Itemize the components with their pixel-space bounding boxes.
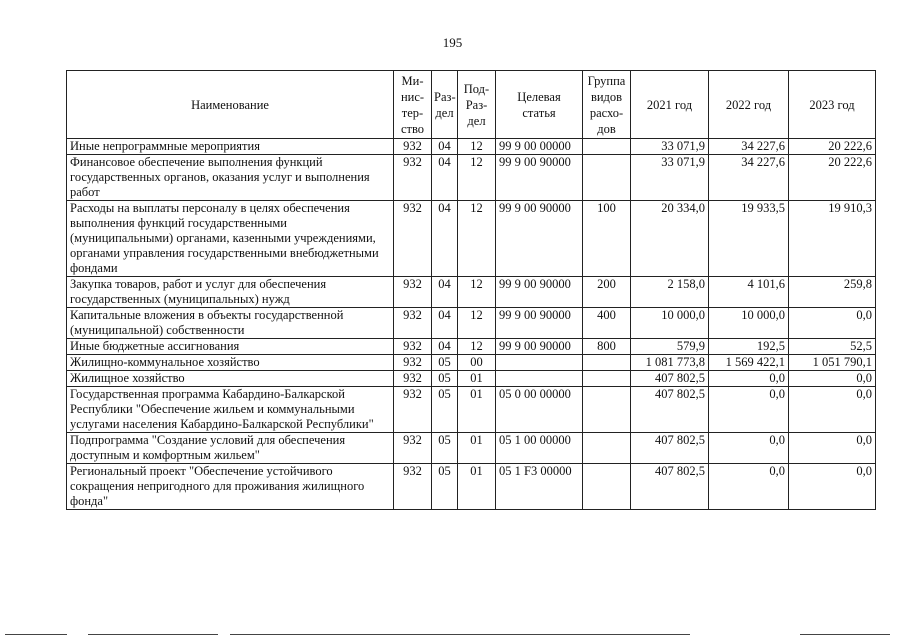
cell-subsection: 01: [458, 464, 496, 510]
cell-ministry: 932: [394, 339, 432, 355]
cell-subsection: 12: [458, 308, 496, 339]
cell-2022: 0,0: [709, 371, 789, 387]
cell-subsection: 12: [458, 277, 496, 308]
cell-2022: 10 000,0: [709, 308, 789, 339]
cell-group: 400: [583, 308, 631, 339]
cell-section: 05: [432, 355, 458, 371]
cell-section: 05: [432, 387, 458, 433]
cell-ministry: 932: [394, 155, 432, 201]
header-subsection: Под- Раз- дел: [458, 71, 496, 139]
table-header-row: [67, 71, 876, 139]
cell-2022: 34 227,6: [709, 155, 789, 201]
cell-2023: 0,0: [789, 464, 876, 510]
cell-name: Подпрограмма "Создание условий для обеспечения доступным и комфортным жильем": [67, 433, 394, 464]
cell-target: 05 1 00 00000: [496, 433, 583, 464]
cell-2023: 20 222,6: [789, 155, 876, 201]
cell-name: Закупка товаров, работ и услуг для обеспечения государственных (муниципальных) нужд: [67, 277, 394, 308]
cell-group: [583, 155, 631, 201]
cell-name: Финансовое обеспечение выполнения функций государственных органов, оказания услуг и выполнения работ: [67, 155, 394, 201]
table-row: [67, 277, 876, 308]
cell-subsection: 01: [458, 387, 496, 433]
cell-subsection: 12: [458, 155, 496, 201]
cell-ministry: 932: [394, 464, 432, 510]
table-row: [67, 464, 876, 510]
cell-2021: 407 802,5: [631, 371, 709, 387]
cell-ministry: 932: [394, 371, 432, 387]
cell-2023: 0,0: [789, 387, 876, 433]
cell-target: [496, 371, 583, 387]
cell-ministry: 932: [394, 139, 432, 155]
cell-2023: 20 222,6: [789, 139, 876, 155]
cell-2022: 192,5: [709, 339, 789, 355]
cell-target: 05 1 F3 00000: [496, 464, 583, 510]
cell-2022: 0,0: [709, 464, 789, 510]
cell-2022: 1 569 422,1: [709, 355, 789, 371]
cell-ministry: 932: [394, 433, 432, 464]
cell-2021: 407 802,5: [631, 433, 709, 464]
cell-name: Жилищно-коммунальное хозяйство: [67, 355, 394, 371]
cell-subsection: 01: [458, 433, 496, 464]
cell-subsection: 12: [458, 339, 496, 355]
cell-target: 99 9 00 90000: [496, 155, 583, 201]
cell-2021: 1 081 773,8: [631, 355, 709, 371]
cell-2023: 19 910,3: [789, 201, 876, 277]
cell-2021: 33 071,9: [631, 155, 709, 201]
cell-ministry: 932: [394, 387, 432, 433]
cell-group: [583, 433, 631, 464]
cell-target: [496, 355, 583, 371]
cell-group: [583, 464, 631, 510]
cell-ministry: 932: [394, 277, 432, 308]
table-row: [67, 339, 876, 355]
cell-2023: 1 051 790,1: [789, 355, 876, 371]
table-row: [67, 371, 876, 387]
cell-group: [583, 355, 631, 371]
cell-name: Государственная программа Кабардино-Балкарской Республики "Обеспечение жильем и коммунальными услугами населения Кабардино-Балкарской Республики": [67, 387, 394, 433]
cell-group: [583, 371, 631, 387]
cell-2022: 19 933,5: [709, 201, 789, 277]
cell-2021: 407 802,5: [631, 464, 709, 510]
cell-group: [583, 387, 631, 433]
cell-target: 99 9 00 90000: [496, 339, 583, 355]
cell-2023: 0,0: [789, 433, 876, 464]
cell-2021: 20 334,0: [631, 201, 709, 277]
footer-rule: [88, 634, 218, 635]
cell-ministry: 932: [394, 355, 432, 371]
cell-2023: 0,0: [789, 308, 876, 339]
cell-group: [583, 139, 631, 155]
header-group: Группа видов расхо- дов: [583, 71, 631, 139]
cell-2021: 2 158,0: [631, 277, 709, 308]
cell-2023: 0,0: [789, 371, 876, 387]
cell-2023: 259,8: [789, 277, 876, 308]
cell-section: 04: [432, 277, 458, 308]
cell-2021: 10 000,0: [631, 308, 709, 339]
cell-section: 05: [432, 371, 458, 387]
table-row: [67, 201, 876, 277]
cell-2022: 4 101,6: [709, 277, 789, 308]
cell-name: Расходы на выплаты персоналу в целях обеспечения выполнения функций государственными (муниципальными) органами, казенными учреждениями, органами управления государственными внебюджетными фондами: [67, 201, 394, 277]
cell-target: 99 9 00 90000: [496, 201, 583, 277]
header-ministry: Ми- нис- тер- ство: [394, 71, 432, 139]
table-row: [67, 155, 876, 201]
cell-target: 05 0 00 00000: [496, 387, 583, 433]
header-2022: 2022 год: [709, 71, 789, 139]
header-2023: 2023 год: [789, 71, 876, 139]
cell-name: Капитальные вложения в объекты государственной (муниципальной) собственности: [67, 308, 394, 339]
header-section: Раз- дел: [432, 71, 458, 139]
cell-section: 04: [432, 139, 458, 155]
footer-rule: [230, 634, 690, 635]
header-name: Наименование: [67, 71, 394, 139]
table-row: [67, 139, 876, 155]
cell-2021: 579,9: [631, 339, 709, 355]
cell-ministry: 932: [394, 201, 432, 277]
cell-group: 100: [583, 201, 631, 277]
table-row: [67, 433, 876, 464]
page-number: 195: [442, 35, 463, 50]
cell-target: 99 9 00 90000: [496, 308, 583, 339]
cell-subsection: 12: [458, 201, 496, 277]
cell-section: 04: [432, 201, 458, 277]
cell-name: Иные бюджетные ассигнования: [67, 339, 394, 355]
budget-table: [66, 70, 876, 510]
footer-rule: [800, 634, 890, 635]
cell-subsection: 12: [458, 139, 496, 155]
cell-name: Иные непрограммные мероприятия: [67, 139, 394, 155]
cell-section: 04: [432, 308, 458, 339]
cell-subsection: 00: [458, 355, 496, 371]
cell-2023: 52,5: [789, 339, 876, 355]
cell-name: Региональный проект "Обеспечение устойчивого сокращения непригодного для проживания жилищного фонда": [67, 464, 394, 510]
table-row: [67, 355, 876, 371]
cell-target: 99 9 00 00000: [496, 139, 583, 155]
cell-target: 99 9 00 90000: [496, 277, 583, 308]
cell-section: 05: [432, 464, 458, 510]
cell-2021: 407 802,5: [631, 387, 709, 433]
header-target: Целевая статья: [496, 71, 583, 139]
cell-section: 04: [432, 155, 458, 201]
cell-2022: 0,0: [709, 387, 789, 433]
table-row: [67, 308, 876, 339]
footer-rule: [5, 634, 67, 635]
cell-2022: 0,0: [709, 433, 789, 464]
cell-name: Жилищное хозяйство: [67, 371, 394, 387]
cell-2021: 33 071,9: [631, 139, 709, 155]
table-row: [67, 387, 876, 433]
cell-group: 200: [583, 277, 631, 308]
cell-subsection: 01: [458, 371, 496, 387]
cell-2022: 34 227,6: [709, 139, 789, 155]
cell-section: 05: [432, 433, 458, 464]
cell-section: 04: [432, 339, 458, 355]
cell-ministry: 932: [394, 308, 432, 339]
header-2021: 2021 год: [631, 71, 709, 139]
cell-group: 800: [583, 339, 631, 355]
